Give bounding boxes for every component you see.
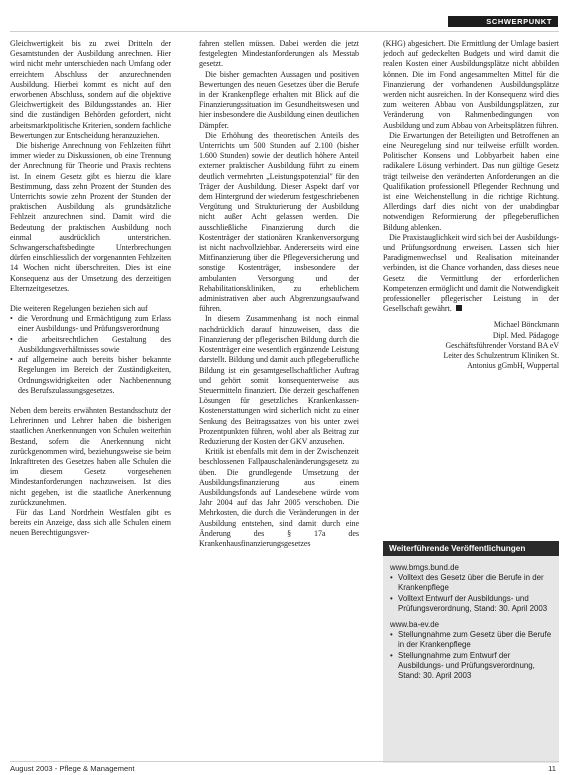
author-role: Geschäftsführender Vorstand BA eV [445, 340, 559, 350]
source-item: • Stellungnahme zum Entwurf der Ausbildungs- und Prüfungsverordnung, Stand: 30. April 2003 [390, 651, 552, 682]
footer-rule [10, 761, 559, 762]
paragraph: Neben dem bereits erwähnten Bestandsschutz der Lehrerinnen und Lehrer haben die bisherigen staatlichen Anerkennungen von Schulen weiterhin Bestand, sofern die Anerkennung nicht zurückgenommen wird, beziehungsweise sie beim Inkrafttreten des Gesetzes haben alle Schulen die im diesem Gesetz vorgesehenen Mindestanforderungen nachzuweisen. Ist dies nicht gegeben, ist die staatliche Anerkennung zurückzunehmen. [10, 405, 171, 507]
paragraph: Gleichwertigkeit bis zu zwei Dritteln der Gesamtstunden der Ausbildung anrechnen. Hier wird nicht mehr unterschieden nach Umfang oder erreichtem Abschluss der anzurechnenden Ausbildung. Hierbei kommt es nicht auf den erworbenen Abschluss, sondern auf die objektive Gleichwertigkeit des Bildungsstandes an. Hier sind die zuständigen Behörden gefordert, nicht arbeitsmarktpolitische Kriterien, sondern fachliche Bewertungen zur Entscheidung heranzuziehen. [10, 39, 171, 140]
section-tag: SCHWERPUNKT [448, 16, 558, 27]
paragraph: In diesem Zusammenhang ist noch einmal nachdrücklich darauf hinzuweisen, dass die Finanzierung der pflegerischen Bildung durch die Kostenträger eine wesentlich ergänzende Leistung darstellt. Bildung und damit auch pflegeberufliche Bildung ist ein gesamtgesellschaftlicher Auftrag und gehört somit konsequenterweise aus Steuermitteln finanziert. Die derzeit geschaffenen Lösungen für gesetzliches Krankenkassen-Kostenerstattungen wird sicherlich nicht zu einer Senkung des Beitragssatzes von bis unter zwei Prozentpunkten führen, wohl aber als Beitrag zur Reduzierung der Kosten der GKV anzusehen. [199, 314, 359, 446]
list-lead: Die weiteren Regelungen beziehen sich auf [10, 304, 148, 314]
source-link[interactable]: www.bmgs.bund.de [390, 563, 459, 572]
article-column-1 [10, 39, 171, 764]
paragraph: Die bisherige Anrechnung von Fehlzeiten führt immer wieder zu Diskussionen, ob eine Trennung der Anrechnung für Theorie und Praxis rechtens ist. In einem Gesetz gibt es hierzu die klare Bestimmung, dass zehn Prozent der Stunden des Unterrichts sowie zehn Prozent der Stunden der praktischen Ausbildung als grundsätzliche Fehlzeit anzurechnen sind. Damit wird die Bedeutung der praktischen Ausbildung noch einmal ausdrücklich unterstrichen. Schwangerschaftsbedingte Unterbrechungen dürfen einschliesslich der vorgenannten Fehlzeiten 14 Wochen nicht überschreiten. Dies ist eine Konsequenz aus der Umsetzung des derzeitigen Elternzeitgesetzes. [10, 141, 171, 293]
list-item: • die Verordnung und Ermächtigung zum Erlass einer Ausbildungs- und Prüfungsverordnung [10, 314, 171, 334]
paragraph: Die bisher gemachten Aussagen und positiven Bewertungen des neuen Gesetzes über die Berufe in der Krankenpflege erhalten mit Blick auf die Finanzierungssituation im Gesundheitswesen und hier insbesondere die Ausbildung einen deutlichen Dämpfer. [199, 69, 359, 130]
list-item: • auf allgemeine auch bereits bisher bekannte Regelungen im Bereich der Zuständigkeiten, Ordnungswidrigkeiten oder Nachbenennung des Berufszulassungsgesetzes. [10, 355, 171, 396]
article-column-3 [383, 39, 559, 539]
further-reading-box [383, 541, 559, 763]
paragraph: Die Erwartungen der Beteiligten und Betroffenen an eine Neuregelung sind nur teilweise erfüllt worden. Politischer Konsens und Lobbyarbeit haben eine radikalere Lösung verhindert. Das nun gültige Gesetz trägt teilweise den veränderten Anforderungen an die Qualifikation professionell Pflegender Rechnung und ist eine Weichenstellung in die richtige Richtung. Allerdings darf dies nicht von der unabdingbar notwendigen Reformierung der pflegeberuflichen Bildung ablenken. [383, 130, 559, 232]
further-reading-body [383, 556, 559, 681]
paragraph: (KHG) abgesichert. Die Ermittlung der Umlage basiert jedoch auf gedeckelten Budgets und wird damit die realen Kosten einer Ausbildungsplätze nicht abbilden können. Die im Fond angesammelten Mittel für die Finanzierung der vorhandenen Ausbildungsplätze werden nicht ausreichen. In der Konsequenz wird dies zum weiteren Abbau von Ausbildungsplätzen, zur Veränderung von Rahmenbedingungen von Ausbildung und zum Abbau von Arbeitsplätzen führen. [383, 39, 559, 130]
paragraph: Für das Land Nordrhein Westfalen gibt es bereits ein Anzeige, dass sich alle Schulen einem neuen Berechtigungsver- [10, 507, 171, 538]
top-rule [10, 31, 559, 32]
paragraph [383, 233, 559, 315]
author-affiliation: Leiter des Schulzentrum Kliniken St. [443, 351, 559, 361]
article-column-2 [199, 39, 359, 764]
further-reading-title: Weiterführende Veröffentlichungen [383, 541, 559, 556]
end-of-article-mark [456, 305, 462, 311]
source-list [390, 573, 552, 614]
author-affiliation-city: Antonius gGmbH, Wuppertal [467, 361, 559, 371]
source-list [390, 630, 552, 681]
regulation-list [10, 314, 171, 396]
page-number: 11 [548, 764, 556, 773]
list-item: • die arbeitsrechtlichen Gestaltung des Ausbildungsverhältnisses sowie [10, 335, 171, 355]
author-name: Michael Bönckmann [493, 320, 559, 330]
paragraph: fahren stellen müssen. Dabei werden die jetzt festgelegten Mindestanforderungen als Messtab gesetzt. [199, 39, 359, 69]
source-item: • Volltext des Gesetz über die Berufe in der Krankenpflege [390, 573, 552, 593]
paragraph: Kritik ist ebenfalls mit dem in der Zwischenzeit beschlossenen Fallpauschalenänderungsgesetz zu üben. Die grundlegende Umsetzung der Ausbildungsfinanzierung aus einem Ausbildungsfonds auf Landesebene würde vom Jahr 2004 auf das Jahr 2005 verschoben. Die Mehrkosten, die durch die Veränderungen in der Ausbildung entstehen, sind damit durch eine Änderung des § 17a des Krankenhausfinanzierungsgesetzes [199, 447, 359, 548]
paragraph-text: Die Praxistauglichkeit wird sich bei der Ausbildungs- und Prüfungsordnung erweisen. Lassen sich hier Paradigmenwechsel und Realisation miteinander verbinden, ist die Chance vorhanden, dass dieses neue Gesetz die Vermittlung der erforderlichen Kompetenzen ermöglicht und damit die Notwendigkeit professioneller pflegerischer Leistung in der Gesellschaft gewährt. [383, 232, 559, 314]
author-signature [383, 320, 559, 371]
source-item: • Stellungnahme zum Gesetz über die Berufe in der Krankenpflege [390, 630, 552, 650]
footer-publication: August 2003 - Pflege & Management [10, 764, 135, 773]
source-item: • Volltext Entwurf der Ausbildungs- und Prüfungsverordnung, Stand: 30. April 2003 [390, 594, 552, 614]
source-link[interactable]: www.ba-ev.de [390, 620, 439, 630]
author-title: Dipl. Med. Pädagoge [492, 330, 559, 340]
paragraph: Die Erhöhung des theoretischen Anteils des Unterrichts um 500 Stunden auf 2.100 (bisher 1.600 Stunden) sowie der deutlich höhere Anteil externer praktischer Ausbildung führt zu einem deutlich vermehrten „Leistungspotenzial" für den Träger der Ausbildung. Dieser Aspekt darf vor dem Hintergrund der wiederum festgeschriebenen Vergütung und Strukturierung der Ausbildung nicht außer Acht gelassen werden. Die ausschließliche Finanzierung durch die Kostenträger der stationären Krankenversorgung ist nicht nachvollziehbar. Andererseits wird eine Mitfinanzierung über die Pflegeversicherung und sonstige Kostenträger, insbesondere der ambulanten Versorgung und der Rehabilitationskliniken, zu erheblichem administrativen aber auch Abgrenzungsaufwand führen. [199, 130, 359, 314]
